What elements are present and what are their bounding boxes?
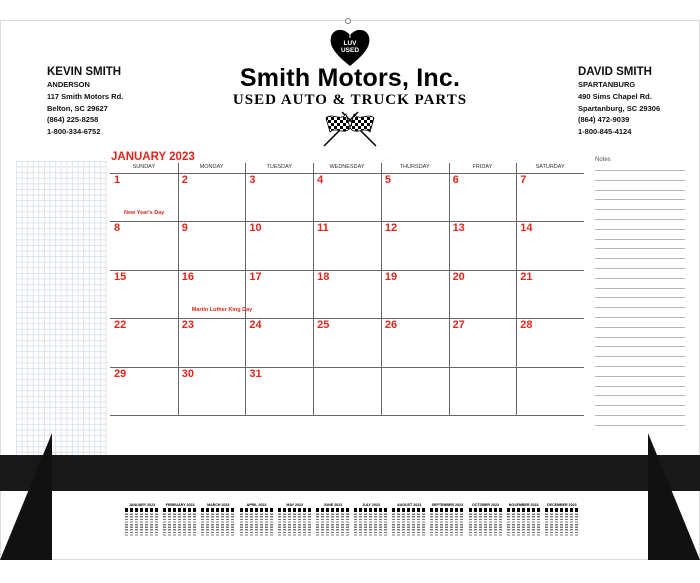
mini-calendar [200, 503, 236, 541]
mini-calendar-weekdays [201, 508, 235, 512]
contact-left-address: 117 Smith Motors Rd. [47, 91, 124, 101]
contact-left-name: KEVIN SMITH [47, 66, 122, 78]
mini-calendar-title: MARCH 2023 [207, 503, 230, 507]
day-number[interactable]: 12 [384, 222, 398, 235]
mini-calendar-title: JULY 2023 [362, 503, 380, 507]
note-line [595, 386, 685, 387]
note-line [595, 180, 685, 181]
mini-calendar-weekdays [430, 508, 464, 512]
note-line [595, 219, 685, 220]
weekday-header-sunday: SUNDAY [132, 164, 156, 170]
note-line [595, 239, 685, 240]
weekday-header-saturday: SATURDAY [535, 164, 565, 170]
grid-vertical-line [178, 163, 179, 415]
day-number[interactable]: 14 [520, 222, 533, 235]
mini-calendar [277, 503, 313, 541]
mini-calendar [162, 503, 198, 541]
note-line [595, 268, 685, 269]
grid-vertical-line [381, 163, 382, 415]
contact-left-city: Belton, SC 29627 [47, 103, 108, 113]
mini-calendar-weekdays [125, 508, 159, 512]
grid-vertical-line [245, 163, 246, 415]
mini-calendar-days [354, 513, 388, 537]
logo-text-line-2: LUV [343, 40, 357, 47]
mini-calendar-days [507, 513, 541, 537]
contact-right [578, 65, 660, 138]
mini-calendar-title: SEPTEMBER 2023 [431, 503, 463, 507]
note-line [595, 229, 685, 230]
mini-calendar-weekdays [163, 508, 197, 512]
contact-right-phone: (864) 472-9039 [578, 115, 630, 125]
note-line [595, 278, 685, 279]
note-line [595, 395, 685, 396]
mini-calendar-title: OCTOBER 2023 [472, 503, 499, 507]
note-line [595, 199, 685, 200]
grid-vertical-line [449, 163, 450, 415]
mini-calendar-days [430, 513, 464, 537]
note-line [595, 337, 685, 338]
day-number[interactable]: 28 [520, 319, 533, 332]
graph-paper-panel [16, 161, 107, 461]
note-line [595, 425, 685, 426]
holiday-label: New Year's Day [124, 210, 165, 216]
day-number[interactable]: 2 [181, 174, 188, 186]
contact-left-tollfree: 1-800-334-6752 [47, 127, 101, 137]
day-number[interactable]: 17 [249, 270, 262, 283]
corner-flap-right [648, 433, 700, 560]
mini-calendar-days [125, 513, 159, 537]
contact-right-address: 490 Sims Chapel Rd. [578, 91, 652, 101]
day-number[interactable]: 11 [317, 222, 329, 235]
mini-calendar-title: APRIL 2023 [246, 503, 267, 507]
mini-calendar-title: NOVEMBER 2023 [508, 503, 539, 507]
mini-calendar-title: MAY 2023 [286, 503, 303, 507]
weekday-header-monday: MONDAY [199, 164, 224, 170]
weekday-header-friday: FRIDAY [472, 164, 493, 170]
note-line [595, 415, 685, 416]
day-number[interactable]: 13 [452, 222, 465, 235]
weekday-header-tuesday: TUESDAY [266, 164, 293, 170]
day-number[interactable]: 26 [384, 319, 398, 332]
company-name: Smith Motors, Inc. [239, 64, 461, 92]
day-number[interactable]: 3 [249, 174, 256, 186]
day-number[interactable]: 20 [452, 270, 465, 283]
year-mini-calendars [124, 503, 582, 541]
note-line [595, 258, 685, 259]
heart-logo-text [329, 33, 371, 54]
mini-calendar-days [316, 513, 350, 537]
mini-calendar-weekdays [507, 508, 541, 512]
mini-calendar-days [163, 513, 197, 537]
notes-label: Notes [595, 157, 611, 163]
day-number[interactable]: 6 [452, 174, 459, 186]
logo-text-line-1: I [349, 33, 351, 40]
contact-right-city: Spartanburg, SC 29306 [578, 103, 661, 113]
note-line [595, 366, 685, 367]
day-number[interactable]: 7 [520, 174, 527, 186]
day-number[interactable]: 23 [181, 319, 194, 332]
mini-calendar-title: JANUARY 2023 [128, 503, 156, 507]
mini-calendar [544, 503, 580, 541]
contact-right-name: DAVID SMITH [578, 66, 652, 78]
mini-calendar [506, 503, 542, 541]
mini-calendar-title: DECEMBER 2023 [547, 503, 577, 507]
day-number[interactable]: 19 [384, 270, 398, 283]
mini-calendar-weekdays [469, 508, 503, 512]
mini-calendar [429, 503, 465, 541]
day-number[interactable]: 31 [249, 367, 262, 380]
mini-calendar-weekdays [316, 508, 350, 512]
contact-left [47, 65, 123, 138]
mini-calendar-title: JUNE 2023 [323, 503, 343, 507]
mini-calendar-weekdays [240, 508, 274, 512]
note-line [595, 297, 685, 298]
weekday-header-thursday: THURSDAY [399, 164, 430, 170]
mini-calendar-title: FEBRUARY 2023 [165, 503, 195, 507]
mini-calendar-days [545, 513, 579, 537]
company-tagline: USED AUTO & TRUCK PARTS [232, 92, 468, 108]
day-number[interactable]: 1 [114, 174, 121, 186]
note-line [595, 317, 685, 318]
day-number[interactable]: 9 [181, 222, 188, 235]
mini-calendar [315, 503, 351, 541]
month-title: JANUARY 2023 [111, 151, 195, 163]
grid-vertical-line [313, 163, 314, 415]
grid-horizontal-line [110, 415, 584, 416]
calendar-grid [110, 163, 584, 415]
contact-left-title: ANDERSON [47, 80, 90, 89]
contact-left-phone: (864) 225-8258 [47, 115, 99, 125]
note-line [595, 327, 685, 328]
day-number[interactable]: 16 [181, 270, 194, 283]
holiday-label: Martin Luther King Day [191, 306, 253, 313]
mini-calendar-weekdays [545, 508, 579, 512]
day-number[interactable]: 29 [114, 367, 127, 380]
contact-right-tollfree: 1-800-845-4124 [578, 127, 632, 137]
note-line [595, 346, 685, 347]
corner-flap-left [0, 433, 52, 560]
day-number[interactable]: 22 [114, 319, 127, 332]
mini-calendar [468, 503, 504, 541]
note-line [595, 405, 685, 406]
hanger-hole [345, 18, 351, 24]
bottom-band [0, 455, 700, 491]
mini-calendar [353, 503, 389, 541]
day-number[interactable]: 18 [317, 270, 330, 283]
mini-calendar-title: AUGUST 2023 [397, 503, 422, 507]
mini-calendar-weekdays [392, 508, 426, 512]
logo-text-line-3: USED [340, 47, 360, 54]
note-line [595, 376, 685, 377]
contact-right-title: SPARTANBURG [578, 80, 636, 89]
mini-calendar-weekdays [354, 508, 388, 512]
day-number[interactable]: 10 [249, 222, 262, 235]
mini-calendar-days [278, 513, 312, 537]
mini-calendar-days [392, 513, 426, 537]
day-number[interactable]: 25 [317, 319, 330, 332]
note-line [595, 248, 685, 249]
weekday-header-wednesday: WEDNESDAY [329, 164, 365, 170]
day-number[interactable]: 21 [520, 270, 533, 283]
day-number[interactable]: 30 [181, 367, 194, 380]
day-number[interactable]: 5 [384, 174, 391, 186]
mini-calendar [239, 503, 275, 541]
day-number[interactable]: 8 [114, 222, 121, 235]
checkered-flags-icon [316, 108, 384, 148]
note-line [595, 209, 685, 210]
note-line [595, 356, 685, 357]
mini-calendar [391, 503, 427, 541]
day-number[interactable]: 27 [452, 319, 465, 332]
day-number[interactable]: 24 [249, 319, 262, 332]
mini-calendar-weekdays [278, 508, 312, 512]
note-line [595, 190, 685, 191]
mini-calendar-days [240, 513, 274, 537]
mini-calendar-days [469, 513, 503, 537]
mini-calendar [124, 503, 160, 541]
day-number[interactable]: 4 [317, 174, 324, 186]
mini-calendar-days [201, 513, 235, 537]
note-line [595, 170, 685, 171]
day-number[interactable]: 15 [114, 270, 127, 283]
note-line [595, 288, 685, 289]
grid-vertical-line [516, 163, 517, 415]
note-line [595, 307, 685, 308]
